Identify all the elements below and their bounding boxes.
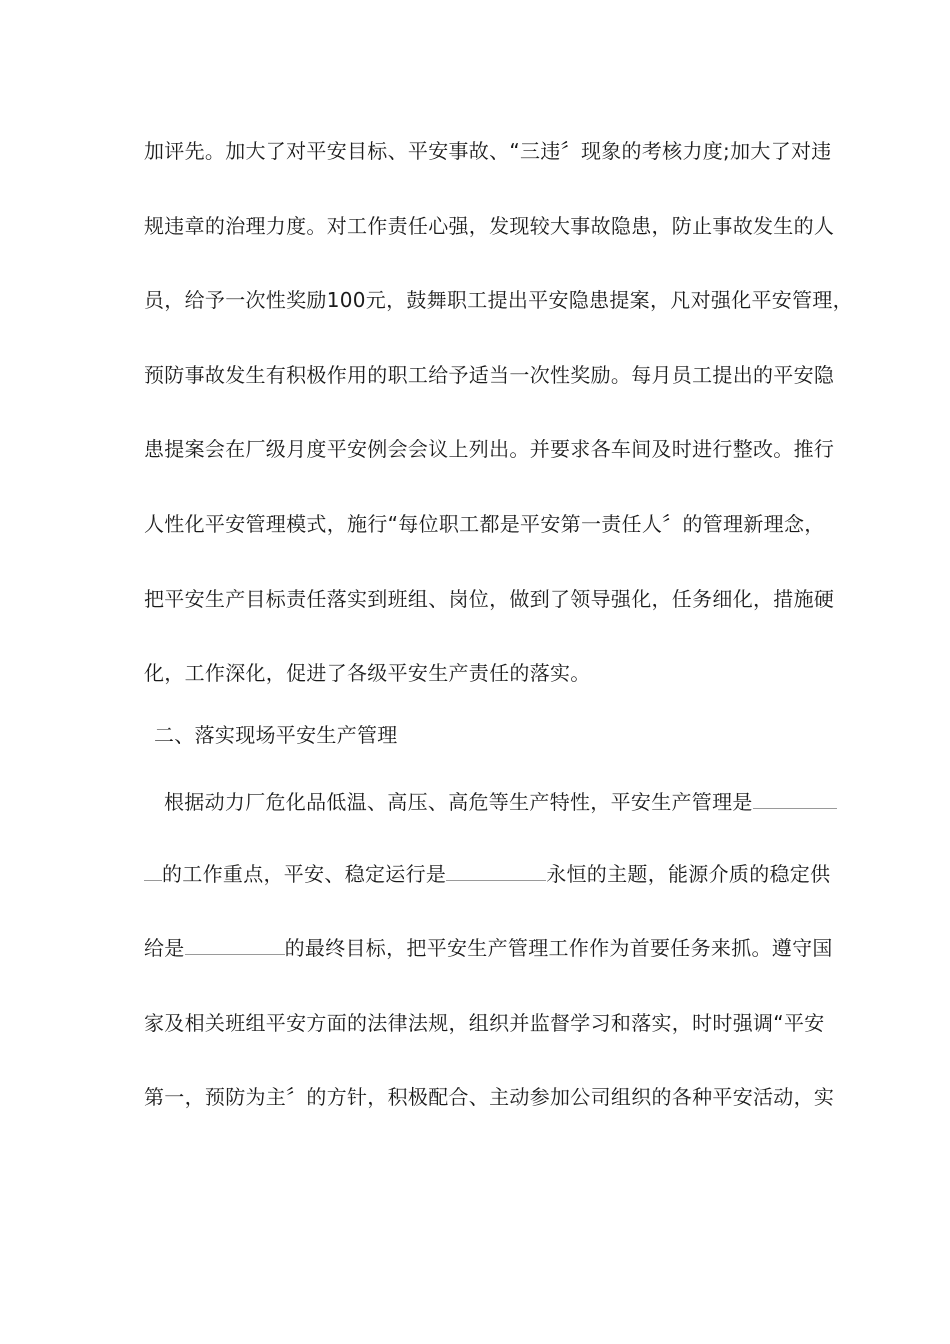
paragraph-line: 人性化平安管理模式，施行“每位职工都是平安第一责任人〞的管理新理念，	[144, 512, 825, 536]
paragraph-line: 患提案会在厂级月度平安例会会议上列出。并要求各车间及时进行整改。推行	[144, 437, 835, 461]
fill-blank	[753, 788, 837, 809]
paragraph-text: 永恒的主题，能源介质的稳定供	[546, 862, 831, 886]
paragraph-line: 把平安生产目标责任落实到班组、岗位，做到了领导强化，任务细化，措施硬	[144, 587, 835, 611]
paragraph-line: 家及相关班组平安方面的法律法规，组织并监督学习和落实，时时强调“平安	[144, 1011, 825, 1035]
paragraph-text: 根据动力厂危化品低温、高压、高危等生产特性，平安生产管理是	[164, 790, 753, 814]
paragraph-text: 的最终目标，把平安生产管理工作作为首要任务来抓。遵守国	[284, 936, 833, 960]
paragraph-line: 化，工作深化，促进了各级平安生产责任的落实。	[144, 661, 591, 685]
paragraph-text: 的工作重点，平安、稳定运行是	[162, 862, 447, 886]
fill-blank	[446, 860, 546, 881]
fill-blank	[144, 860, 162, 881]
paragraph-line: 预防事故发生有积极作用的职工给予适当一次性奖励。每月员工提出的平安隐	[144, 363, 835, 387]
paragraph-line: 员，给予一次性奖励100元，鼓舞职工提出平安隐患提案，凡对强化平安管理，	[144, 288, 853, 312]
paragraph-line	[164, 788, 837, 816]
paragraph-line	[144, 934, 833, 962]
fill-blank	[185, 934, 285, 955]
section-heading: 二、落实现场平安生产管理	[154, 723, 398, 747]
paragraph-line: 规违章的治理力度。对工作责任心强，发现较大事故隐患，防止事故发生的人	[144, 214, 835, 238]
paragraph-line: 第一，预防为主〞的方针，积极配合、主动参加公司组织的各种平安活动，实	[144, 1085, 835, 1109]
paragraph-line	[144, 860, 830, 888]
paragraph-line: 加评先。加大了对平安目标、平安事故、“三违〞现象的考核力度;加大了对违	[144, 139, 832, 163]
paragraph-text: 给是	[144, 936, 185, 960]
